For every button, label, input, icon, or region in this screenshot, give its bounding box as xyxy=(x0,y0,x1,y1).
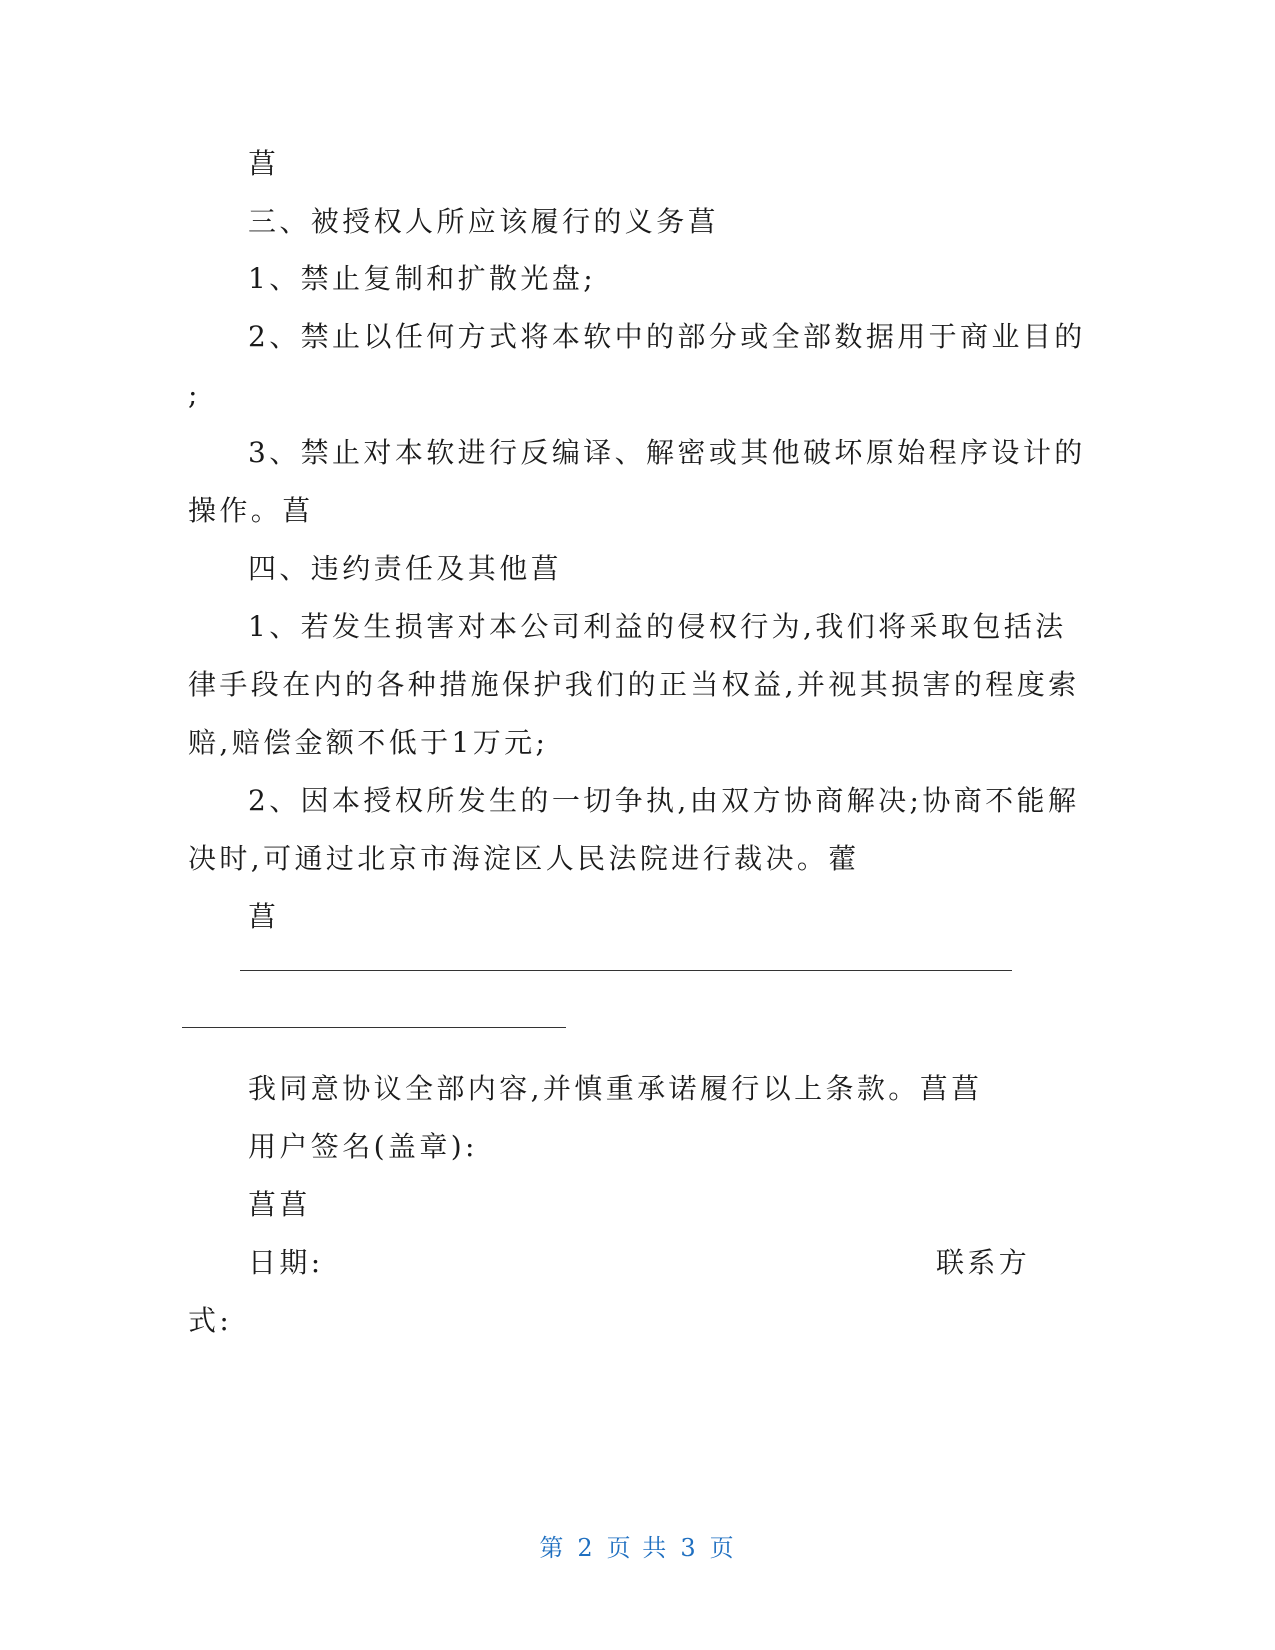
text-line: 决时,可通过北京市海淀区人民法院进行裁决。藿 xyxy=(188,842,860,875)
text-line: 菖 xyxy=(248,147,280,180)
text-line: 菖 xyxy=(248,900,280,933)
signature-divider-line xyxy=(182,1027,566,1028)
text-line: 菖菖 xyxy=(248,1188,311,1221)
text-line: 3、禁止对本软进行反编译、解密或其他破坏原始程序设计的 xyxy=(248,436,1086,469)
signature-divider-line xyxy=(240,970,1012,971)
footer-label: 页 xyxy=(709,1534,736,1562)
text-line: 操作。菖 xyxy=(188,494,314,527)
text-line: 律手段在内的各种措施保护我们的正当权益,并视其损害的程度索 xyxy=(188,668,1080,701)
signature-label: 用户签名(盖章): xyxy=(248,1130,478,1163)
footer-label: 第 xyxy=(539,1534,566,1562)
date-label: 日期: xyxy=(248,1246,324,1279)
text-line: 1、若发生损害对本公司利益的侵权行为,我们将采取包括法 xyxy=(248,610,1067,643)
total-page-number: 3 xyxy=(680,1534,698,1562)
current-page-number: 2 xyxy=(577,1534,595,1562)
agreement-statement: 我同意协议全部内容,并慎重承诺履行以上条款。菖菖 xyxy=(248,1072,983,1105)
text-line: 2、因本授权所发生的一切争执,由双方协商解决;协商不能解 xyxy=(248,784,1080,817)
section-heading-4: 四、违约责任及其他菖 xyxy=(248,552,563,585)
contact-label-continued: 式: xyxy=(188,1304,233,1337)
page-footer xyxy=(0,1532,1275,1564)
text-line: 赔,赔偿金额不低于1万元; xyxy=(188,726,549,759)
footer-label: 页 共 xyxy=(606,1534,669,1562)
text-line: 2、禁止以任何方式将本软中的部分或全部数据用于商业目的 xyxy=(248,320,1086,353)
contact-label: 联系方 xyxy=(936,1246,1031,1279)
section-heading-3: 三、被授权人所应该履行的义务菖 xyxy=(248,205,720,238)
text-line: 1、禁止复制和扩散光盘; xyxy=(248,262,597,295)
text-line: ; xyxy=(188,378,201,411)
